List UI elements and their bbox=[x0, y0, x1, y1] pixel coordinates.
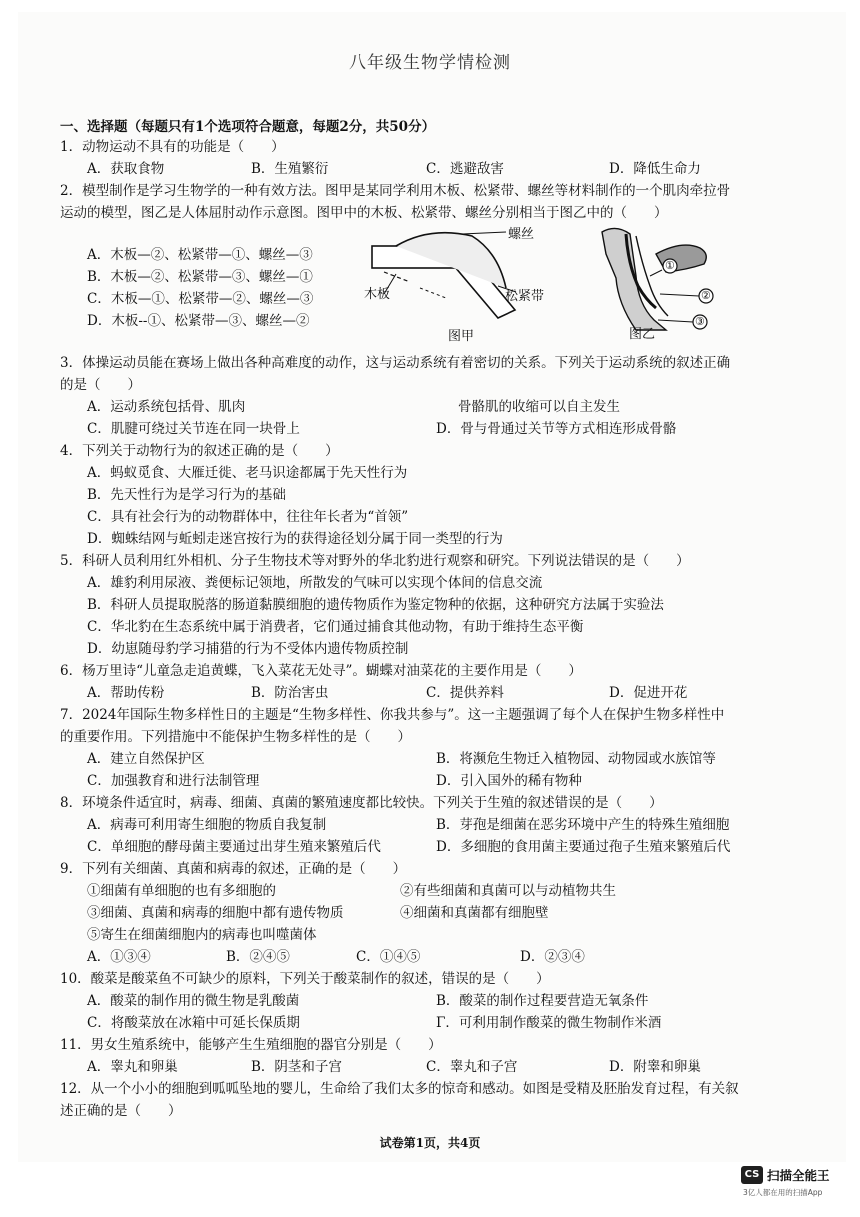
q11-option-d: D．附睾和卵巢 bbox=[609, 1059, 701, 1075]
q5-option-c: C．华北豹在生态系统中属于消费者，它们通过捕食其他动物，有助于维持生态平衡 bbox=[87, 619, 584, 635]
q6-stem: 6．杨万里诗“儿童急走追黄蝶，飞入菜花无处寻”。蝴蝶对油菜花的主要作用是（ ） bbox=[60, 663, 582, 679]
q7-option-b: B．将濒危生物迁入植物园、动物园或水族馆等 bbox=[436, 751, 716, 767]
q3-stem-line1: 3．体操运动员能在赛场上做出各种高难度的动作，这与运动系统有着密切的关系。下列关于运动系统的叙述正确 bbox=[60, 355, 731, 371]
q2-option-c: C．木板—①、松紧带—②、螺丝—③ bbox=[87, 291, 314, 307]
figure-b-caption: 图乙 bbox=[629, 327, 656, 342]
q11-option-c: C．睾丸和子宫 bbox=[426, 1059, 518, 1075]
q4-option-a: A．蚂蚁觅食、大雁迁徙、老马识途都属于先天性行为 bbox=[87, 465, 408, 481]
q9-statement-4: ④细菌和真菌都有细胞壁 bbox=[400, 905, 549, 921]
q5-stem: 5．科研人员利用红外相机、分子生物技术等对野外的华北豹进行观察和研究。下列说法错误的是（ ） bbox=[60, 553, 690, 569]
q2-option-a: A．木板—②、松紧带—①、螺丝—③ bbox=[87, 247, 313, 263]
q9-statement-5: ⑤寄生在细菌细胞内的病毒也叫噬菌体 bbox=[87, 927, 317, 943]
q3-option-d: D．骨与骨通过关节等方式相连形成骨骼 bbox=[436, 421, 677, 437]
q5-option-a: A．雄豹利用尿液、粪便标记领地，所散发的气味可以实现个体间的信息交流 bbox=[87, 575, 543, 591]
q8-option-b: B．芽孢是细菌在恶劣环境中产生的特殊生殖细胞 bbox=[436, 817, 730, 833]
q7-stem-line1: 7．2024年国际生物多样性日的主题是“生物多样性、你我共参与”。这一主题强调了每个人在保护生物多样性中 bbox=[60, 707, 725, 723]
q11-option-a: A．睾丸和卵巢 bbox=[87, 1059, 178, 1075]
q6-option-c: C．提供养料 bbox=[426, 685, 504, 701]
q4-option-d: D．蜘蛛结网与蚯蚓走迷宫按行为的获得途径划分属于同一类型的行为 bbox=[87, 531, 503, 547]
q6-option-b: B．防治害虫 bbox=[251, 685, 329, 701]
q1-stem: 1．动物运动不具有的功能是（ ） bbox=[60, 139, 285, 155]
q1-option-c: C．逃避敌害 bbox=[426, 161, 504, 177]
q3-option-c: C．肌腱可绕过关节连在同一块骨上 bbox=[87, 421, 300, 437]
q4-stem: 4．下列关于动物行为的叙述正确的是（ ） bbox=[60, 443, 339, 459]
q1-option-b: B．生殖繁衍 bbox=[251, 161, 329, 177]
q7-option-c: C．加强教育和进行法制管理 bbox=[87, 773, 260, 789]
q8-option-c: C．单细胞的酵母菌主要通过出芽生殖来繁殖后代 bbox=[87, 839, 381, 855]
figure-b-marker-3: ③ bbox=[695, 315, 705, 328]
figure-b-arm-diagram bbox=[596, 224, 728, 334]
q9-statement-1: ①细菌有单细胞的也有多细胞的 bbox=[87, 883, 276, 899]
q5-option-b: B．科研人员提取脱落的肠道黏膜细胞的遗传物质作为鉴定物种的依据，这种研究方法属于实验法 bbox=[87, 597, 664, 613]
camscanner-logo-icon: CS bbox=[741, 1166, 763, 1184]
q6-option-a: A．帮助传粉 bbox=[87, 685, 165, 701]
q2-option-b: B．木板—②、松紧带—③、螺丝—① bbox=[87, 269, 313, 285]
q3-stem-line2: 的是（ ） bbox=[60, 377, 141, 393]
page-footer: 试卷第1页，共4页 bbox=[379, 1136, 481, 1150]
figure-b-marker-2: ② bbox=[701, 289, 711, 302]
q8-option-d: D．多细胞的食用菌主要通过孢子生殖来繁殖后代 bbox=[436, 839, 731, 855]
q9-statement-2: ②有些细菌和真菌可以与动植物共生 bbox=[400, 883, 616, 899]
q4-option-b: B．先天性行为是学习行为的基础 bbox=[87, 487, 286, 503]
q5-option-d: D．幼崽随母豹学习捕猎的行为不受体内遗传物质控制 bbox=[87, 641, 409, 657]
q9-statement-3: ③细菌、真菌和病毒的细胞中都有遗传物质 bbox=[87, 905, 344, 921]
figure-a-label-band: 松紧带 bbox=[505, 289, 545, 304]
q7-stem-line2: 的重要作用。下列措施中不能保护生物多样性的是（ ） bbox=[60, 729, 411, 745]
q1-option-a: A．获取食物 bbox=[87, 161, 165, 177]
q9-option-d: D．②③④ bbox=[520, 949, 585, 965]
q10-option-c: C．将酸菜放在冰箱中可延长保质期 bbox=[87, 1015, 300, 1031]
q2-stem-line1: 2．模型制作是学习生物学的一种有效方法。图甲是某同学利用木板、松紧带、螺丝等材料制作的一个肌肉牵拉骨 bbox=[60, 183, 731, 199]
q9-stem: 9．下列有关细菌、真菌和病毒的叙述，正确的是（ ） bbox=[60, 861, 407, 877]
q7-option-a: A．建立自然保护区 bbox=[87, 751, 205, 767]
section-heading: 一、选择题（每题只有1个选项符合题意，每题2分，共50分） bbox=[60, 119, 436, 135]
q2-option-d: D．木板--①、松紧带—③、螺丝—② bbox=[87, 313, 310, 329]
q7-option-d: D．引入国外的稀有物种 bbox=[436, 773, 582, 789]
q2-stem-line2: 运动的模型，图乙是人体屈肘动作示意图。图甲中的木板、松紧带、螺丝分别相当于图乙中的（ ） bbox=[60, 205, 668, 221]
q3-option-b: 骨骼肌的收缩可以自主发生 bbox=[458, 399, 620, 415]
figure-b-marker-1: ① bbox=[665, 259, 675, 272]
q4-option-c: C．具有社会行为的动物群体中，往往年长者为“首领” bbox=[87, 509, 409, 525]
q9-option-c: C．①④⑤ bbox=[356, 949, 421, 965]
figure-a-label-screw: 螺丝 bbox=[508, 227, 535, 242]
q1-option-d: D．降低生命力 bbox=[609, 161, 701, 177]
camscanner-slogan: 3亿人都在用的扫描App bbox=[743, 1188, 823, 1197]
q10-option-b: B．酸菜的制作过程要营造无氧条件 bbox=[436, 993, 649, 1009]
figure-a-label-board: 木板 bbox=[364, 287, 391, 302]
q10-option-d: Γ．可利用制作酸菜的微生物制作米酒 bbox=[436, 1015, 662, 1031]
q10-stem: 10．酸菜是酸菜鱼不可缺少的原料，下列关于酸菜制作的叙述，错误的是（ ） bbox=[60, 971, 550, 987]
q11-stem: 11．男女生殖系统中，能够产生生殖细胞的器官分别是（ ） bbox=[60, 1037, 442, 1053]
q8-option-a: A．病毒可利用寄生细胞的物质自我复制 bbox=[87, 817, 327, 833]
camscanner-brand: 扫描全能王 bbox=[767, 1168, 830, 1183]
q9-option-b: B．②④⑤ bbox=[226, 949, 290, 965]
q12-stem-line1: 12．从一个小小的细胞到呱呱坠地的婴儿，生命给了我们太多的惊奇和感动。如图是受精及胚胎发育过程，有关叙 bbox=[60, 1081, 739, 1097]
q11-option-b: B．阴茎和子宫 bbox=[251, 1059, 342, 1075]
q9-option-a: A．①③④ bbox=[87, 949, 151, 965]
q12-stem-line2: 述正确的是（ ） bbox=[60, 1103, 182, 1119]
q3-option-a: A．运动系统包括骨、肌肉 bbox=[87, 399, 246, 415]
q10-option-a: A．酸菜的制作用的微生物是乳酸菌 bbox=[87, 993, 300, 1009]
figure-a-caption: 图甲 bbox=[448, 329, 475, 344]
q6-option-d: D．促进开花 bbox=[609, 685, 688, 701]
page-title: 八年级生物学情检测 bbox=[349, 53, 511, 73]
q8-stem: 8．环境条件适宜时，病毒、细菌、真菌的繁殖速度都比较快。下列关于生殖的叙述错误的是（ ） bbox=[60, 795, 663, 811]
